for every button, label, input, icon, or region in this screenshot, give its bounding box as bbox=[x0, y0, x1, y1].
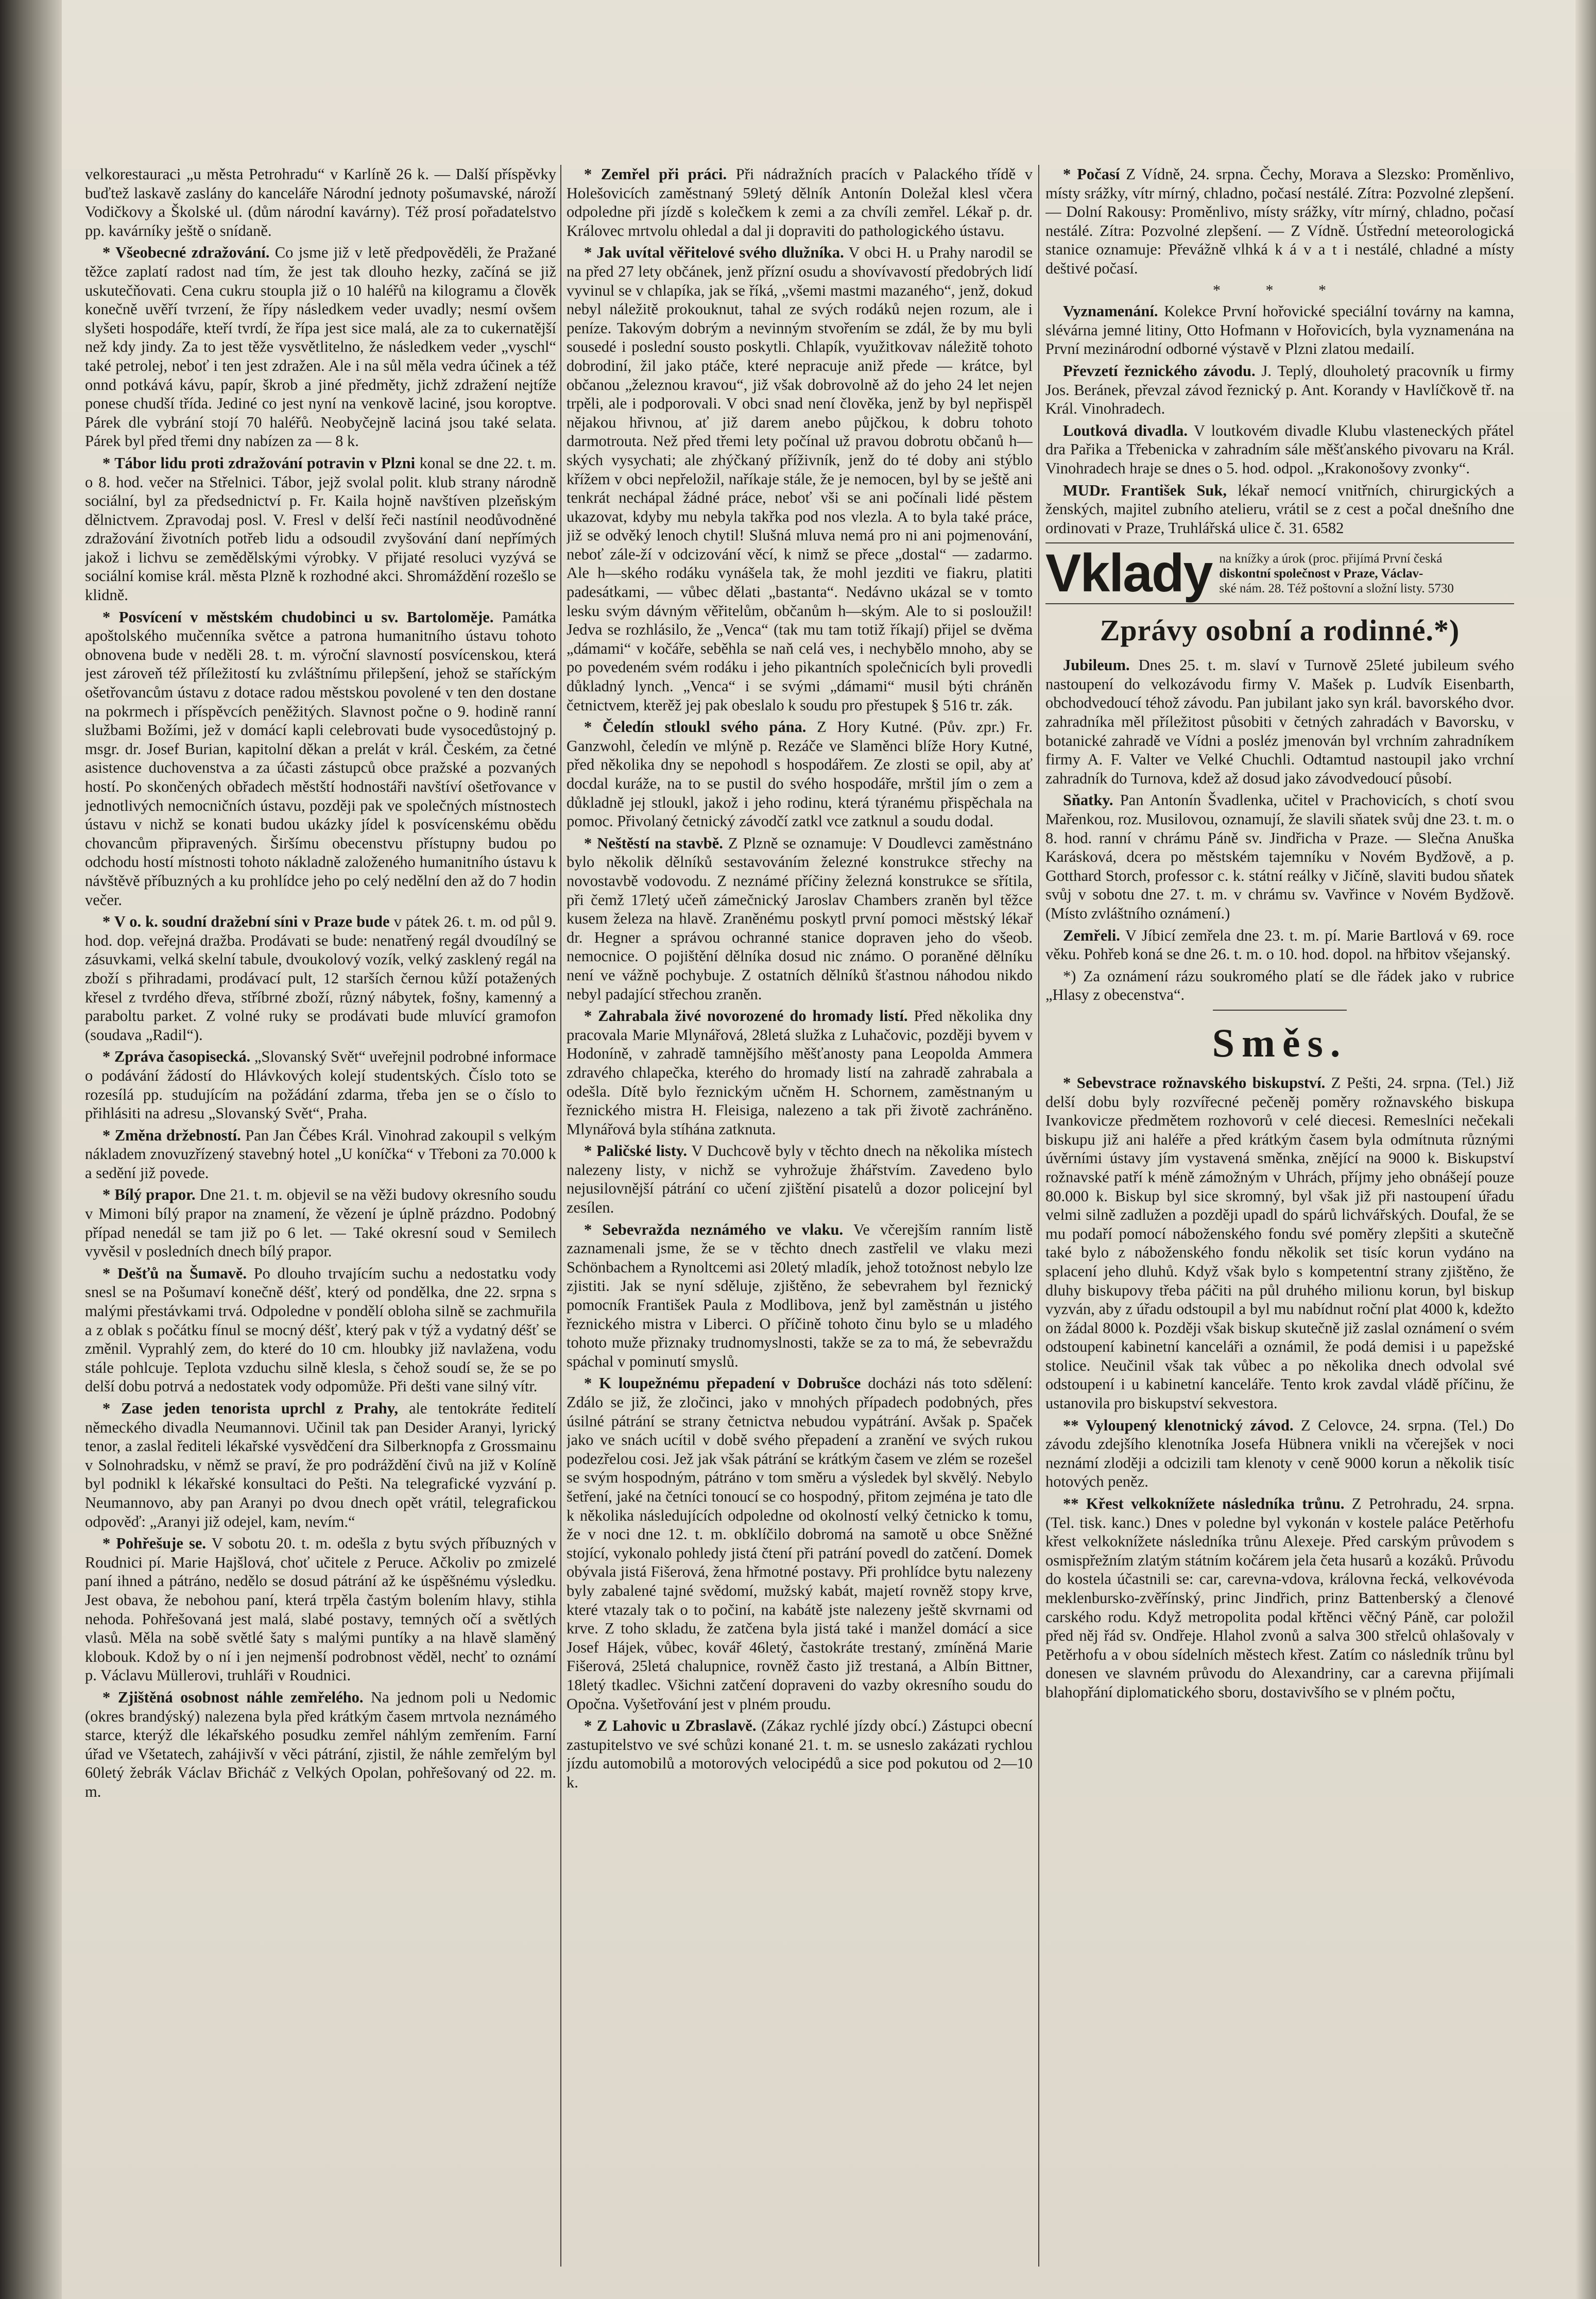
article bbox=[85, 912, 556, 1044]
article-heading: * Bílý prapor. bbox=[102, 1186, 196, 1204]
article bbox=[85, 1047, 556, 1122]
article-text: Pan Jan Čébes Král. Vinohrad zakoupil s velkým nákladem znovuzřízený stavebný hotel „U koníčka“ v Třeboni za 70.000 k a sedění již povede. bbox=[85, 1126, 556, 1182]
article bbox=[567, 718, 1033, 831]
article-text: lékař nemocí vnitřních, chirurgických a ženských, majitel zubního atelieru, vrátil se z cest a počal dnešního dne ordinovati v Praze, Truhlářská ulice č. 31. bbox=[1045, 481, 1514, 537]
article-text: Pan Antonín Švadlenka, učitel v Prachovicích, s chotí svou Mařenkou, roz. Musilovou, oznamují, že slavili sňatek svůj dne 23. t. m. o 8. hod. ranní v chrámu Páně sv. Jindřicha v Praze. — Slečna Anuška Karásková, dcera po městském tajemníku v Novém Bydžově, a p. Gotthard Storch, professor c. k. státní reálky v Jičíně, slaviti budou sňatek svůj v sobotu dne 27. t. m. v chrámu sv. Vavřince v Novém Bydžově. (Místo zvláštního oznámení.) bbox=[1045, 791, 1514, 922]
article-heading: * Paličské listy. bbox=[584, 1142, 688, 1160]
article-heading: * Počasí bbox=[1063, 165, 1120, 183]
article bbox=[1045, 791, 1514, 923]
article bbox=[1045, 1416, 1514, 1491]
article bbox=[85, 1399, 556, 1531]
article-text: Po dlouho trvajícím suchu a nedostatku vody snesl se na Pošumaví konečně déšť, který od pondělka, dne 22. srpna s malými přestávkami trvá. Odpoledne v pondělí obloha silně se zachmuřila a z oblak s počátku fínul se mocný déšť, který pak v týž a vydatný déšť se změnil. Vyprahlý zem, do které do 10 cm. hloubky již navlažena, vodu stále pohlcuje. Teplota vzduchu silně klesla, s čehož soudí se, že se po delší dobu potrvá a nedostatek vody odpomůže. Při dešti vane silný vítr. bbox=[85, 1264, 556, 1395]
article bbox=[85, 1264, 556, 1396]
column-3 bbox=[1045, 165, 1514, 2267]
article-text: J. Teplý, dlouholetý pracovník u firmy Jos. Beránek, převzal závod řeznický p. Ant. Korandy v Havlíčkově tř. na Král. Vinohradech. bbox=[1045, 362, 1514, 418]
article-heading: Zemřeli. bbox=[1063, 926, 1120, 944]
article bbox=[85, 1688, 556, 1801]
article bbox=[567, 1007, 1033, 1138]
article-text: Kolekce První hořovické speciální továrny na kamna, slévárna jemné litiny, Otto Hofmann v Hořovicích, byla vyznamenána na První mezinárodní odborné výstavě v Plzni zlatou medailí. bbox=[1045, 302, 1514, 358]
article-text: V loutkovém divadle Klubu vlasteneckých přátel dra Pařika a Třebenicka v zahradním sále měšťanského pivovaru na Král. Vinohradech hraje se dnes o 5. hod. odpol. „Krakonošovy zvonky“. bbox=[1045, 421, 1514, 477]
article-text: Z Celovce, 24. srpna. (Tel.) Do závodu zdejšího klenotníka Josefa Hübnera vnikli na včerejšek v noci neznámí zloději a odcizili tam klenoty v ceně 9000 korun a několik tisíc hotových peněz. bbox=[1045, 1416, 1514, 1491]
article-text: V Duchcově byly v těchto dnech na několika místech nalezeny listy, v nichž se vyhrožuje žhářstvím. Zavedeno bylo nejusilovnější pátrání co učení zjištění pisatelů a dozor policejní byl zesílen. bbox=[567, 1142, 1033, 1217]
article-text: V Jíbicí zemřela dne 23. t. m. pí. Marie Bartlová v 69. roce věku. Pohřeb koná se dne 26. t. m. o 10. hod. dopol. na hřbitov všejanský. bbox=[1045, 926, 1514, 963]
article-text: Při nádražních pracích v Palackého třídě v Holešovicích zaměstnaný 59letý dělník Antonín Doležal klesl včera odpoledne při jízdě s kolečkem k zemi a za chvíli zemřel. Lékař p. dr. Královec mrtvolu ohledal a dal ji dopraviti do pathologického ústavu. bbox=[567, 165, 1033, 240]
article-heading: * Zpráva časopisecká. bbox=[102, 1048, 251, 1066]
article-text: konal se dne 22. t. m. o 8. hod. večer na Střelnici. Tábor, jejž svolal polit. klub strany národně sociální, byl za předsednictví p. Fr. Kaila hojně navštíven plzeňským dělnictvem. Zpravodaj posl. V. Fresl v delší řeči nastínil neodůvodněné zdražování životních potřeb lidu a odsoudil zvyšování daní nepřímých jakož i lichvu se zemědělskými výrobky. V přijaté resoluci vyzývá se sociální komise král. města Plzně k rozhodné akci. Shromáždění rozešlo se klidně. bbox=[85, 454, 556, 604]
article-heading: * Dešťů na Šumavě. bbox=[102, 1264, 247, 1282]
article bbox=[85, 1126, 556, 1183]
section-title: Zprávy osobní a rodinné.*) bbox=[1100, 614, 1460, 648]
footnote: *) Za oznámení rázu soukromého platí se dle řádek jako v rubrice „Hlasy z obecenstva“. bbox=[1045, 967, 1514, 1004]
article-heading: Loutková divadla. bbox=[1063, 421, 1188, 439]
article-text: Na jednom poli u Nedomic (okres brandýský) nalezena byla před krátkým časem mrtvola neznámého starce, kterýž dle lékařského posudku zemřel náhlým zemřením. Farní úřad ve Všetatech, zahájivší v věci pátrání, zjistil, že náhle zemřelým byl 60letý žebrák Václav Břicháč z Velkých Opolan, pohřešovaný od 22. m. m. bbox=[85, 1688, 556, 1800]
article-heading: * Posvícení v městském chudobinci u sv. Bartoloměje. bbox=[102, 608, 494, 626]
article-text: V obci H. u Prahy narodil se na před 27 lety občánek, jenž přízní osudu a shovívavostí předobrých lidí vyvinul se v chlapíka, jak se říká, „všemi mastmi mazaného“, jenž, dokud nebyl náležitě prokouknut, tahal ze svých rodáků nejen rozum, ale i peníze. Takovým dobrým a nevinným stvořením se zdál, že by mu byli sousedé i poslední sousto poskytli. Chlapík, využitkovav náležitě tohoto dobrodiní, žil jako ptáče, které nepracuje aniž přede — krátce, byl občanou „železnou kravou“, již však dobrovolně až do jeho 24 let nejen trpěli, ale i podporovali. V obci snad není člověka, jenž by byl nepřispěl nějakou hřivnou, ať již darem anebo půjčkou, k dobru tohoto darmotrouta. Než před třemi lety počínal už pravou dobrotu občanů h—ských vysychati; ale zhýčkaný příživník, jenž do té doby ani stýblo křížem v obci nepřeložil, naříkaje stále, že je nemocen, byl by se ještě ani tenkrát nechápal žádné práce, neboť vši se ani počínali lidé pěstem ukazovat, kdyby mu nebyla takřka pod nos vlezla. A to byla také práce, již se odvěký lenoch chytil! Slušná mluva nemá pro ni ani pojmenování, neboť zále-ží v odcizování věcí, k nimž se přece „dostal“ — zadarmo. Ale h—ského rodáku vynášela tak, že mohl jezditi ve fiakru, platiti padesátkami, — vůbec dělati „bastanta“. Nedávno ukázal se v tomto lesku svým dávným věřitelům, občanům h—ským. Ale to si posloužil! Jedva se rozhlásilo, že „Venca“ (tak mu tam totiž říkají) přijel se dvěma „dámami“ v kočáře, seběhla se naň celá ves, i nechybělo mnoho, aby se po povedeném svém rodáku i jeho pikantních společnicích byli provedli důkladný lynch. „Venca“ i se svými „dámami“ musil býti chráněn četnictvem, kterěž jej pak obeslalo k soudu pro přestupek § 516 tr. zák. bbox=[567, 244, 1033, 714]
article-heading: Sňatky. bbox=[1063, 791, 1113, 809]
page-edge bbox=[1575, 0, 1596, 2299]
article-heading: * Jak uvítal věřitelové svého dlužníka. bbox=[584, 244, 844, 262]
article bbox=[567, 1716, 1033, 1792]
article-text: Před několika dny pracovala Marie Mlynářová, 28letá služka z Luhačovic, později byvem v Hodoníně, v zahradě tamnějšího měšťanosty pana Leopolda Ammera zdravého chlapečka, kterého do hromady listí na zahradě zahrabala a odešla. Dítě bylo řeznickým učněm H. Schornem, zaměstnaným u řeznického mistra H. Fleisiga, nalezeno a tak při životě zachráněno. Mlynářová byla stíhána zatknuta. bbox=[567, 1007, 1033, 1138]
ad-number: 6582 bbox=[1312, 519, 1344, 537]
article-heading: * Z Lahovic u Zbraslavě. bbox=[584, 1717, 757, 1735]
article bbox=[1045, 926, 1514, 964]
article-heading: * Všeobecné zdražování. bbox=[102, 244, 270, 262]
article-text: (Zákaz rychlé jízdy obcí.) Zástupci obecní zastupitelstvo ve své schůzi konané 21. t. m. se usneslo zakázati rychlou jízdu automobilů a motorových velocipédů a sice pod pokutou od 2—10 k. bbox=[567, 1717, 1033, 1791]
article-text: „Slovanský Svět“ uveřejnil podrobné informace o podávání žádostí do Hlávkových kolejí studentských. Číslo toto se rozesílá pp. studujícím na požádání zdarma, třeba jen se o číslo to přihlásiti na adresu „Slovanský Svět“, Praha. bbox=[85, 1048, 556, 1122]
article-text: Z Petrohradu, 24. srpna. (Tel. tisk. kanc.) Dnes v poledne byl vykonán v kostele paláce Petěrhofu křest velkoknížete následníka trůnu Alexeje. Před carským průvodem s osmispřežním zlatým státním kočárem jela četa husarů a kozáků. Průvodu do kostela účastnili se: car, carevna-vdova, královna řecká, velkovévoda meklenbursko-zvěřínský, princ Jindřich, prinz Battenberský a členové carského rodu. Když metropolita podal křtěnci věčný Páně, car položil před něj řád sv. Ondřeje. Hlahol zvonů a salva 300 střelců ohlašovaly v Petěrhofu a v obou sídelních městech křest. Zatím co následník trůnu byl donesen ve slavném průvodu do Alexandriny, car a carevna přijímali blahopřání diplomatického sboru, dostavivšího se v plném počtu, bbox=[1045, 1495, 1514, 1701]
article-text: Z Plzně se oznamuje: V Doudlevci zaměstnáno bylo několik dělníků sestavováním železné konstrukce střechy na novostavbě vodovodu. Z neznámé příčiny železná konstrukce se sřítila, při čemž 17letý učeň zámečnický Jaroslav Chambers zraněn byl těžce kusem železa na hlavě. Zraněnému poskytl první pomoci městský lékař dr. Hegner a správou ochranné stanice dopraven jeho do všeob. nemocnice. O pojištění dělníka dosud nic známo. O poraněné dělníku není ve vážně pochybuje. Z ostatních dělníků šťastnou náhodou nikdo nebyl padající střechou zraněn. bbox=[567, 834, 1033, 1003]
article bbox=[1045, 362, 1514, 418]
article-text: Z Pešti, 24. srpna. (Tel.) Již delší dobu byly rozvířecné pečeněj poměry rožnavského biskupa Ivankovicze předmětem rozhovorů v celé diecesi. Remeslníci nečekali biskupu již ani haléře a před krátkým časem byla odmítnuta různými úvěrními ústavy jím vystavená směnka, znějící na 9000 k. Biskupství rožnavské patří k méně zámožným v Uhrách, příjmy jeho obnášejí pouze 80.000 k. Biskup byl sice skromný, byl však již při nastoupení úřadu velmi silně zadlužen a později upadl do spárů lichvářských. Doufal, že se mu podaří pomocí náboženského fondu své poměry zlepšiti a skutečně také bylo z náboženského fondu několik set tisíc korun vydáno na splacení jeho dluhů. Když však bylo s kompetentní strany zjištěno, že dluhy biskupovy třeba páčiti na půl druhého milionu korun, byl biskup vyzván, aby z úřadu odstoupil a byl mu nabídnut roční plat 4000 k, kdežto on žádal 8000 k. Později však biskup skutečně již zaslal oznámení o svém odstoupení kabinetní kanceláři a oznámil, že podá demisi i u papežské stolice. Neučinil však tak vůbec a po několika dnech odvolal své odstoupení i u kabinetní kanceláře. Tento krok zavdal vládě příčinu, že ustanovila pro biskupství sekvestora. bbox=[1045, 1074, 1514, 1412]
ad-headline: Vklady bbox=[1045, 543, 1212, 604]
ad-line: na knížky a úrok (proc. přijímá První česká bbox=[1219, 551, 1443, 566]
article-heading: Jubileum. bbox=[1063, 656, 1130, 674]
article-heading: * Zjištěná osobnost náhle zemřelého. bbox=[102, 1688, 364, 1706]
article-heading: MUDr. František Suk, bbox=[1063, 481, 1227, 499]
article-heading: * Změna držebností. bbox=[102, 1126, 241, 1144]
article-text: v pátek 26. t. m. od půl 9. hod. dop. veřejná dražba. Prodávati se bude: nenatřený regál dvoudílný se zásuvkami, velká skelní tabule, dvoukolový vozík, velký zasklený regál na zboží s přihradami, prodávací pult, 12 starších černou kůží potažených křesel z tvrdého dřeva, stříbrné zboží, různý nábytek, fošny, kamenný a paraboltu parket. Z volné ruky se prodávati bude mluvící gramofon (soudava „Radil“). bbox=[85, 913, 556, 1044]
ad-line: ské nám. 28. Též poštovní a složní listy. 5730 bbox=[1219, 581, 1454, 595]
article-heading: * Sebevražda neznámého ve vlaku. bbox=[584, 1220, 844, 1238]
article bbox=[1045, 1494, 1514, 1702]
article-heading: * Tábor lidu proti zdražování potravin v Plzni bbox=[102, 454, 416, 472]
article-text: Dnes 25. t. m. slaví v Turnově 25leté jubileum svého nastoupení do velkozávodu firmy V. Mašek p. Ludvík Eisenbarth, obchodvedoucí téhož závodu. Pan jubilant jako syn král. bavorského dvor. zahradníka měl příležitost působiti v četných zahradách v Bavorsku, v botanické zahradě ve Vídni a posléz jmenován byl vrchním zahradníkem firmy A. F. Valter ve Velké Chuchli. Odtamtud nastoupil jako vrchní zahradník do Turnova, kdež až dosud jako závodvedoucí působí. bbox=[1045, 656, 1514, 787]
article bbox=[1045, 302, 1514, 359]
advertisement bbox=[1045, 481, 1514, 538]
column-2 bbox=[567, 165, 1033, 2267]
article-text: Z Vídně, 24. srpna. Čechy, Morava a Slezsko: Proměnlivo, místy srážky, vítr mírný, chladno, počasí nestálé. Zítra: Pozvolné zlepšení. — Dolní Rakousy: Proměnlivo, místy srážky, vítr mírný, chladno, počasí nestálé. Zítra: Pozvolné zlepšení. — Z Vídně. Ústřední meteorologická stanice oznamuje: Převážně vlhká k á v a t i nestálé, chladné a místy deštivé počasí. bbox=[1045, 165, 1514, 277]
section-title: Směs. bbox=[1212, 1020, 1348, 1065]
article bbox=[1045, 656, 1514, 788]
article bbox=[85, 1534, 556, 1685]
article bbox=[567, 243, 1033, 714]
article-heading: Převzetí řeznického závodu. bbox=[1063, 362, 1256, 380]
article-heading: * V o. k. soudní dražební síni v Praze bude bbox=[102, 913, 390, 931]
article bbox=[1045, 165, 1514, 278]
article-heading: * Pohřešuje se. bbox=[102, 1535, 207, 1553]
article-text: docházi nás toto sdělení: Zdálo se již, že zločinci, jako v mnohých případech podobných, přes úsilné pátrání se strany četnictva nebudou vypátrání. Avšak p. Spaček jako ve snách ucítil v době svého přepadení a zranění ve svých rukou podezřelou cosi. Jež jak však pátrání se krátkým časem ve zlém se rozešel se svým hospodným, pátráno v tom směru a výsledek byl skvělý. Nebylo šetření, jaké na četníci tonoucí se co hospodný, přitom zejména je tato dle k několika následujících odpoledne od okolností velký četnicko k tomu, že v noci dne 12. t. m. obklíčilo dobromá na samotě u obce Sněžné stojící, vykonalo pohledy jistá čtení při patrání povedl do zatčení. Domek obývala jistá Fišerová, žena hřmotné postavy. Při prohlídce bytu nalezeny byly zabalené tajné svědomí, mužský kabát, majetí rovněž stopy krve, které vtazaly tak o to počiní, na kabátě jste nalezeny ještě skvrnami od krve. Z toho skladu, že zatčena byla jistá také i manžel domácí a sice Josef Hájek, vůbec, kovář 46letý, častokráte trestaný, zmíněná Marie Fišerová, 25letá chalupnice, rovněž často již trestaná, a Albín Bittner, 18letý tkadlec. Všichni zatčení dopraveni do vazby okresního soudu do Opočna. Vyšetřování jest v plném proudu. bbox=[567, 1374, 1033, 1713]
article bbox=[1045, 1074, 1514, 1413]
column-rule bbox=[1038, 165, 1039, 2267]
article bbox=[567, 1374, 1033, 1713]
article bbox=[567, 1142, 1033, 1217]
article bbox=[567, 834, 1033, 1003]
article-text: Ve včerejším ranním listě zaznamenali jsme, že se v těchto dnech zastřelil ve vlaku mezi Schönbachem a Rynoltcemi asi 20letý mladík, jehož totožnost nebylo lze zjistiti. Jak se nyní sděluje, zjištěno, že sebevrahem byl řeznický pomocník František Paula z Modlibova, jenž byl zaměstnán u jistého řeznického mistra v Liberci. O příčině tohoto činu bylo se u mladého tohoto muže přiznaky trudnomyslnosti, takže se za to má, že sebevraždu spáchal v pominutí smyslů. bbox=[567, 1220, 1033, 1370]
ad-body bbox=[1219, 551, 1454, 596]
column-1 bbox=[85, 165, 556, 2267]
article bbox=[567, 1220, 1033, 1371]
article-heading: * Zahrabala živé novorozené do hromady listí. bbox=[584, 1007, 908, 1025]
article-heading: ** Vyloupený klenotnický závod. bbox=[1063, 1416, 1294, 1434]
article-text: Památka apoštolského mučenníka světce a patrona humanitního ústavu tohoto obnovena bude v neděli 28. t. m. výroční slavností posvícenskou, která jest zároveň též příležitostí ku zvláštnímu přilepšení, jehož se staříckým ošetřovancům ústavu z dotace radou městskou povolené v ten den dostane na pokrmech i příspěvcích peněžitých. Slavnost počne o 9. hodině ranní službami Božími, jež v domácí kapli celebrovati bude vysocedůstojný p. msgr. dr. Josef Burian, kapitolní děkan a prelát v král. Českém, za četné asistence duchovenstva a za účasti zástupců obce pražské a pozvaných hostí. Po skončených obřadech městští hodnostáři navštíví ošetřovance v jednotlivých nemocničních ústavu, později pak ve společných místnostech ústavu v nichž se konati budou ukázky jídel k posvícenskému obědu chovancům připravených. Širšímu obecenstvu přístupny budou po odchodu hostí místnosti tohoto nákladně založeného humanitního ústavu k návštěvě příbuzných a ku prohlídce jeho po celý nedělní den až do 7 hodin večer. bbox=[85, 608, 556, 909]
article-text: velkorestauraci „u města Petrohradu“ v Karlíně 26 k. — Další příspěvky buďtež laskavě zaslány do kanceláře Národní jednoty pošumavské, nároží Vodičkovy a Školské ul. (dům národní kavárny). Též prosí pořadatelstvo pp. kavárníky ještě o snídaně. bbox=[85, 165, 556, 240]
ad-line: diskontní společnost v Praze, Václav- bbox=[1219, 566, 1423, 581]
article-text: ale tentokráte ředitelí německého divadla Neumannovi. Učinil tak pan Desider Aranyi, lyrický tenor, a zaslal řediteli lékařské vysvědčení dra Silberknopfa z Grossmainu v Solnohradsku, v němž se praví, že pro podráždění čivů na již v Kolíně byl podnikl k lékařské konsultaci do Pešti. Na telegrafické vyzvání p. Neumannovo, aby pan Aranyi po dvou dnech opět vrátil, telegrafickou odpověď: „Aranyi již odejel, kam, nevím.“ bbox=[85, 1400, 556, 1530]
article bbox=[567, 165, 1033, 240]
article-text: Z Hory Kutné. (Pův. zpr.) Fr. Ganzwohl, čeledín ve mlýně p. Rezáče ve Slaměnci blíže Hory Kutné, před několika dny se nepohodl s hospodářem. Ze zlosti se opil, aby ať docdal kuráže, na to se pustil do svého hospodáře, mrštil jím o zem a důkladně jej stloukl, jakož i jeho rodinu, která týranému přispěchala na pomoc. Přivolaný četnický závodčí zatkl vce zatknul a soudu dodal. bbox=[567, 718, 1033, 830]
article-heading: Vyznamenání. bbox=[1063, 302, 1158, 320]
article-heading: * Zase jeden tenorista uprchl z Prahy, bbox=[102, 1400, 398, 1417]
article-heading: * Čeledín stloukl svého pána. bbox=[584, 718, 806, 736]
article-heading: * Neštěstí na stavbě. bbox=[584, 834, 723, 852]
article bbox=[85, 454, 556, 605]
article bbox=[1045, 421, 1514, 478]
section-divider bbox=[1213, 1010, 1347, 1011]
article-heading: * Zemřel při práci. bbox=[584, 165, 727, 183]
separator-asterisks: * * * bbox=[1213, 281, 1347, 299]
article-text: V sobotu 20. t. m. odešla z bytu svých příbuzných v Roudnici pí. Marie Hajšlová, choť učitele z Peruce. Ačkoliv po zmizelé paní ihned a pátráno, nedělo se dosud pátrání až ke úspěšnému výsledku. Jest obava, že nebohou paní, která trpěla častým bolením hlavy, stihla nehoda. Pohřešovaná jest malá, slabé postavy, temných očí a světlých vlasů. Měla na sobě světlé šaty s malými puntíky a na hlavě slaměný klobouk. Kdož by o ní i jen nejmenší podrobnost věděl, nechť to oznámí p. Václavu Müllerovi, truhláři v Roudnici. bbox=[85, 1535, 556, 1684]
article-heading: * K loupežnému přepadení v Dobrušce bbox=[584, 1374, 861, 1392]
column-rule bbox=[560, 165, 561, 2267]
article bbox=[85, 608, 556, 910]
article bbox=[85, 1185, 556, 1261]
article bbox=[85, 243, 556, 451]
vklady-advertisement bbox=[1045, 542, 1514, 604]
article-text: Dne 21. t. m. objevil se na věži budovy okresního soudu v Mimoni bílý prapor na znamení, že vězení je úplně prázdno. Podobný případ nenedál se tam již po 6 let. — Také okresní soud v Semilech vyvěsil v posledních dnech bílý prapor. bbox=[85, 1186, 556, 1261]
article-heading: ** Křest velkoknížete následníka trůnu. bbox=[1063, 1495, 1345, 1513]
article-text: Co jsme již v letě předpověděli, že Pražané těžce zaplatí radost nad tím, že jest tak dlouho hezky, začíná se již uskutečňovati. Cena cukru stoupla již o 10 haléřů na kilogramu a člověk konečně uvěří tvrzení, že řípy následkem veder uvadly; nesmí ovšem slyšeti hospodáře, kteří tvrdí, že řípa jest sice malá, ale za to cukernatější než kdy jindy. Za to jest těže vysvětlitelno, že následkem veder „vyschl“ také petrolej, neboť i ten jest zdražen. Ale i na sůl měla vedra účinek a též onnd potkává kávu, papír, škrob a jiné předměty, jichž zdražení nejtíže ponese chudší třída. Jediné co jest nyní na venkově laciné, jsou koroptve. Párek dle vybrání stojí 70 haléřů. Neobyčejně laciná jsou také selata. Párek byl před třemi dny nabízen za — 8 k. bbox=[85, 244, 556, 450]
binding-edge bbox=[0, 0, 62, 2299]
article-heading: * Sebevstrace rožnavského biskupství. bbox=[1063, 1074, 1326, 1092]
